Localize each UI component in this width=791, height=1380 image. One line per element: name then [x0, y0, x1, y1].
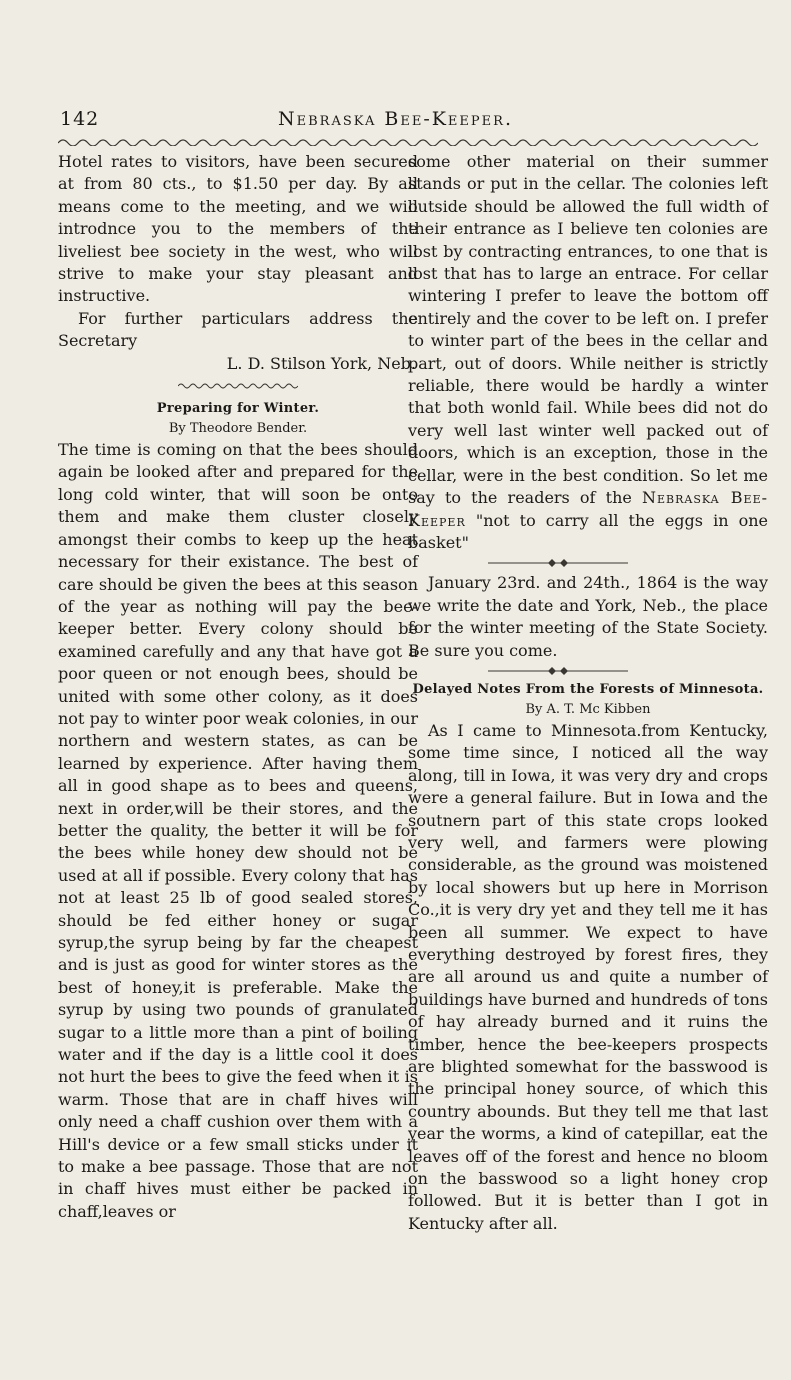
secretary-paragraph: For further particulars address the Secretary [58, 308, 418, 351]
page-number: 142 [60, 108, 100, 130]
meeting-paragraph: Hotel rates to visitors, have been secured at from 80 cts., to $1.50 per day. By all means come to the meeting, and we will introdnce you to the members of the liveliest bee society in the west, who will strive to make your stay pleasant and instructive. [58, 152, 418, 306]
article-body: The time is coming on that the bees should again be looked after and prepared for the long cold winter, that will soon be onto them and make them cluster closely amongst their combs to keep up the heat necessary for their existance. The best of care should be given the bees at this season of the year as nothing will pay the bee-keeper better. Every colony should be examined carefully and any that have got a poor queen or not enough bees, should be united with some other colony, as it does not pay to winter poor weak colonies, in our northern and western states, as can be learned by experience. After having them all in good shape as to bees and queens, next in order,will be their stores, and the better the quality, the better it will be for the bees while honey dew should not be used at all if possible. Every colony that has not at least 25 lb of good sealed stores, should be fed either honey or sugar syrup,the syrup being by far the cheapest and is just as good for winter stores as the best of honey,it is preferable. Make the syrup by using two pounds of granulated sugar to a little more than a pint of boiling water and if the day is a little cool it does not hurt the bees to give the feed when it is warm. Those that are in chaff hives will only need a chaff cushion over them with a Hill's device or a few small sticks under it to make a bee passage. Those that are not in chaff hives must either be packed in chaff,leaves or [58, 440, 418, 1221]
article-byline: By A. T. Mc Kibben [525, 701, 651, 717]
continued-paragraph [408, 151, 768, 554]
quote-text: "not to carry all the eggs in one basket" [408, 510, 768, 552]
continued-text: some other material on their summer stands or put in the cellar. The colonies left outside should be allowed the full width of their entrance as I believe ten colonies are lost by contracting entrances, to one that is lost that has to large an entrace. For cellar wintering I prefer to leave the bottom off entirely and the cover to be left on. I prefer to winter part of the bees in the cellar and part, out of doors. While neither is strictly reliable, there would be hardly a winter that both wonld fail. While bees did not do very well last winter well packed out of doors, which is an exception, those in the cellar, were in the best condition. So let me say to the readers of the [408, 152, 768, 508]
article-title: Preparing for Winter. [156, 401, 320, 417]
left-column [58, 151, 418, 1223]
running-title: Nebraska Bee-Keeper. [278, 108, 513, 130]
article-title: Delayed Notes From the Forests of Minnesota. [412, 681, 764, 697]
journal-name: Nebraska Bee-Keeper [408, 488, 769, 530]
right-column [408, 151, 768, 1235]
section-wavy-divider [178, 381, 298, 389]
ornament-rule [488, 558, 628, 568]
ornament-rule [488, 666, 628, 676]
article-body: As I came to Minnesota.from Kentucky, some time since, I noticed all the way along, till in Iowa, it was very dry and crops were a general failure. But in Iowa and the soutnern part of this state crops looked very well, and farmers were plowing considerable, as the ground was moistened by local showers but up here in Morrison Co.,it is very dry yet and they tell me it has been all summer. We expect to have everything destroyed by forest fires, they are all around us and quite a number of buildings have burned and hundreds of tons of hay already burned and it ruins the timber, hence the bee-keepers prospects are blighted somewhat for the basswood is the principal honey source, of which this country abounds. But they tell me that last year the worms, a kind of catepillar, eat the leaves off of the forest and hence no bloom on the basswood so a light honey crop followed. But it is better than I got in Kentucky after all. [408, 720, 768, 1233]
meeting-notice: January 23rd. and 24th., 1864 is the way we write the date and York, Neb., the place for the winter meeting of the State Society. Be sure you come. [408, 573, 768, 660]
signature: L. D. Stilson York, Neb. [226, 353, 416, 373]
header-wavy-rule [58, 136, 758, 146]
article-byline: By Theodore Bender. [168, 421, 308, 437]
